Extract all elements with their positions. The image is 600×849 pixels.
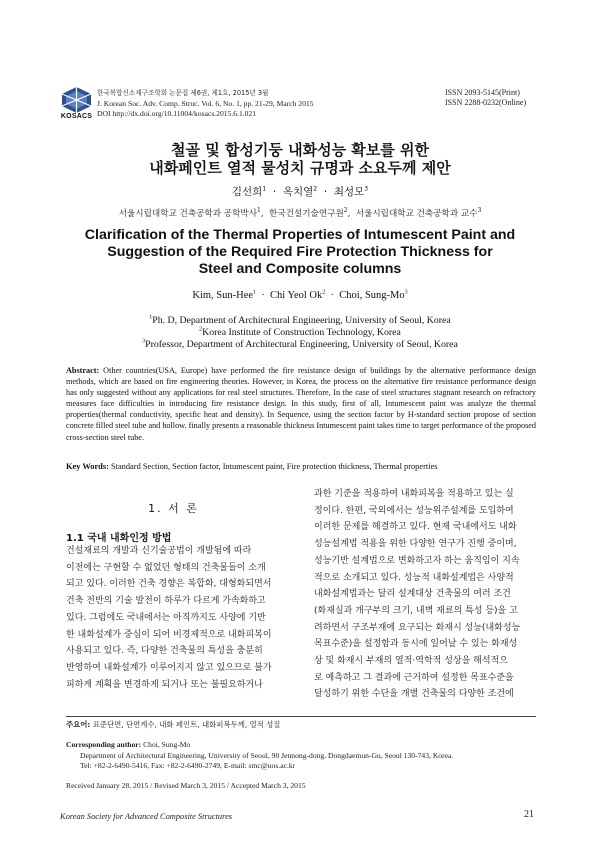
corr-label: Corresponding author: [66, 740, 142, 749]
title-en-line2: Suggestion of the Required Fire Protection Thickness for [107, 244, 493, 260]
author-kr-1: 김선희 [231, 186, 263, 198]
corr-address: Department of Architectural Engineering, University of Seoul, 90 Jennong-dong, Dongdaemun-Gu, Seoul 130-743, Korea. [80, 750, 454, 760]
body-line: 있다. 그럼에도 국내에서는 아직까지도 사양에 기반 [66, 612, 266, 623]
affil-kr-3-sup: 3 [477, 207, 482, 215]
body-line: 성능기반 설계법으로 변화하고자 하는 움직임이 지속 [314, 555, 520, 566]
affil-kr-2-sup: 2 [343, 207, 348, 215]
affil-en-3 [0, 339, 600, 350]
author-sep: · [330, 290, 335, 301]
body-line: 반영하여 내화설계가 이루어지지 않고 있으므로 불가 [66, 662, 272, 673]
body-line: 이전에는 구현할 수 없었던 형태의 건축물들이 소개 [66, 562, 266, 573]
affil-kr-1: 서울시립대학교 건축공학과 공학박사 [118, 209, 257, 219]
author-kr-3: 최성모 [333, 186, 365, 198]
page-number: 21 [524, 809, 534, 820]
korean-keywords-label: 주요어: [66, 720, 91, 729]
body-line: 적으로 소개되고 있다. 성능적 내화설계법은 사양적 [314, 572, 514, 583]
author-en-3-sup: 3 [404, 289, 408, 296]
issn-info [445, 88, 526, 108]
affiliations-kr: 서울시립대학교 건축공학과 공학박사$^1$, 한국건설기술연구원$^2$, 서울시립대학교 건축공학과 교수$^3$ [118, 207, 482, 219]
keywords-label: Key Words: [66, 462, 109, 471]
body-line: 한 내화설계가 중심이 되어 비경제적으로 내화피복이 [66, 629, 272, 640]
subsection-heading: 1.1 국내 내화인정 방법 [66, 533, 172, 544]
affil-en-3-text: Professor, Department of Architectural Engineering, University of Seoul, Korea [145, 339, 458, 350]
title-en-line3: Steel and Composite columns [198, 261, 402, 277]
corresponding-author [66, 740, 453, 772]
affil-en-2-sup: 2 [199, 326, 203, 333]
footer-journal: Korean Society for Advanced Composite Structures [60, 812, 233, 821]
affil-kr-1-sup: 1 [257, 207, 261, 215]
issn-online: ISSN 2288-0232(Online) [445, 98, 527, 107]
body-line: 건축 전반의 기술 발전이 하루가 다르게 가속화하고 [66, 596, 266, 607]
body-line: 정이다. 한편, 국외에서는 성능위주설계를 도입하여 [314, 505, 514, 516]
corr-contact: Tel: +82-2-6490-5416, Fax: +82-2-6490-2749, E-mail: smc@uos.ac.kr [80, 761, 296, 770]
author-kr-1-sup: 1 [262, 185, 267, 193]
body-column-right [314, 486, 534, 703]
issn-print: ISSN 2093-5145(Print) [445, 88, 520, 97]
title-en-line1: Clarification of the Thermal Properties of Intumescent Paint and [84, 227, 516, 243]
body-line: (화재실과 개구부의 크기, 내벽 재료의 특성 등)을 고 [314, 605, 518, 616]
author-en-1-sup: 1 [253, 289, 257, 296]
author-en-3: Choi, Sung-Mo [339, 290, 405, 301]
affil-en-1 [0, 315, 600, 326]
logo-text: KOSACS [60, 113, 93, 120]
affil-en-1-text: Ph. D, Department of Architectural Engineering, University of Seoul, Korea [152, 315, 451, 326]
author-en-1: Kim, Sun-Hee [192, 290, 254, 301]
kosacs-logo [60, 86, 93, 123]
corr-name: Choi, Sung-Mo [143, 740, 191, 749]
abstract-label: Abstract: [66, 366, 100, 375]
keywords-text: Standard Section, Section factor, Intumescent paint, Fire protection thickness, Thermal properties [110, 462, 438, 471]
korean-keywords [66, 720, 280, 731]
body-line: 피하게 계획을 변경하게 되거나 또는 불필요하거나 [66, 679, 263, 690]
affil-en-3-sup: 3 [142, 338, 146, 345]
kosacs-logo-icon [60, 86, 93, 114]
body-line: 내화설계법과는 달리 설계대상 건축물의 여러 조건 [314, 589, 511, 600]
abstract [66, 365, 536, 443]
author-sep: · [272, 186, 277, 198]
affil-en-2-text: Korea Institute of Construction Technology, Korea [202, 327, 401, 338]
footnote-divider [66, 716, 536, 717]
author-kr-2-sup: 2 [313, 185, 318, 193]
korean-keywords-text: 표준단면, 단면계수, 내화 페인트, 내화피복두께, 열적 성질 [92, 720, 281, 729]
author-en-2-sup: 2 [322, 289, 326, 296]
body-line: 건설재료의 개발과 신기술공법이 개발됨에 따라 [66, 546, 252, 556]
author-kr-3-sup: 3 [364, 185, 369, 193]
body-line: 려하면서 구조부재에 요구되는 화재시 성능(내화성능 [314, 622, 521, 633]
title-kr-line1: 철골 및 합성기둥 내화성능 확보를 위한 [171, 141, 429, 159]
body-line: 성능설계법 적용을 위한 다양한 연구가 진행 중이며, [314, 539, 517, 550]
title-kr-line2: 내화페인트 열적 물성치 규명과 소요두께 제안 [149, 159, 451, 177]
affil-kr-2: 한국건설기술연구원 [269, 209, 344, 219]
body-line: 되고 있다. 이러한 건축 경향은 복합화, 대형화되면서 [66, 579, 272, 590]
body-column-left [66, 543, 286, 693]
affil-en-1-sup: 1 [149, 314, 153, 321]
journal-info [97, 88, 313, 120]
received-dates: Received January 28, 2015 / Revised March 3, 2015 / Accepted March 3, 2015 [66, 781, 306, 790]
body-line: 로 예측하고 그 결과에 근거하여 설정한 목표수준을 [314, 672, 514, 683]
author-sep: · [323, 186, 328, 198]
body-line: 사용되고 있다. 즉, 다양한 건축물의 특성을 충분히 [66, 646, 263, 657]
affil-en-2 [0, 327, 600, 338]
abstract-text: Other countries(USA, Europe) have performed the fire resistance design of buildings by the alternative performance design methods, which are based on fire engineering theories. However, in Korea, the process on the alternative fire resistance performance design has only suggested without any applications for real steel structures. Therefore, In the case of steel structures stagnant research on refractory measures face difficulties in introducing fire resistance design. In this study, first of all, Intumescent paint was analyze the thermal properties(thermal conductivity, specific heat and density). In Sequence, using the section factor by H-standard section propose of section concrete filled steel tube and hollow. finally presents a reasonable thickness Intumescent paint takes time to target performance of the proposed cross-section steel tube. [66, 366, 537, 442]
body-line: 상 및 화재시 부재의 열적·역학적 성상을 해석적으 [314, 656, 508, 667]
journal-en: J. Korean Soc. Adv. Comp. Struc. Vol. 6, No. 1, pp. 21-29, March 2015 [97, 98, 314, 108]
body-line: 목표수준)을 설정함과 동시에 일어날 수 있는 화재성 [314, 639, 518, 650]
authors-kr [0, 184, 600, 199]
section-heading: 1. 서 론 [148, 502, 199, 515]
body-line: 이러한 문제를 해결하고 있다. 현재 국내에서도 내화 [314, 522, 517, 533]
doi-link[interactable]: DOI http://dx.doi.org/10.11004/kosacs.2015.6.1.021 [97, 109, 257, 118]
body-line: 과한 기준을 적용하여 내화피복을 적용하고 있는 실 [314, 489, 514, 499]
author-en-2: Chi Yeol Ok [270, 290, 323, 301]
affil-kr-3: 서울시립대학교 건축공학과 교수 [355, 209, 478, 219]
authors-en [0, 290, 600, 301]
author-kr-2: 옥치열 [282, 186, 314, 198]
keywords [66, 462, 536, 471]
author-sep: · [261, 290, 265, 301]
body-line: 달성하기 위한 수단을 개별 건축물의 다양한 조건에 [314, 689, 514, 700]
journal-kr: 한국복합신소재구조학회 논문집 제6권, 제1호, 2015년 3월 [97, 89, 269, 97]
